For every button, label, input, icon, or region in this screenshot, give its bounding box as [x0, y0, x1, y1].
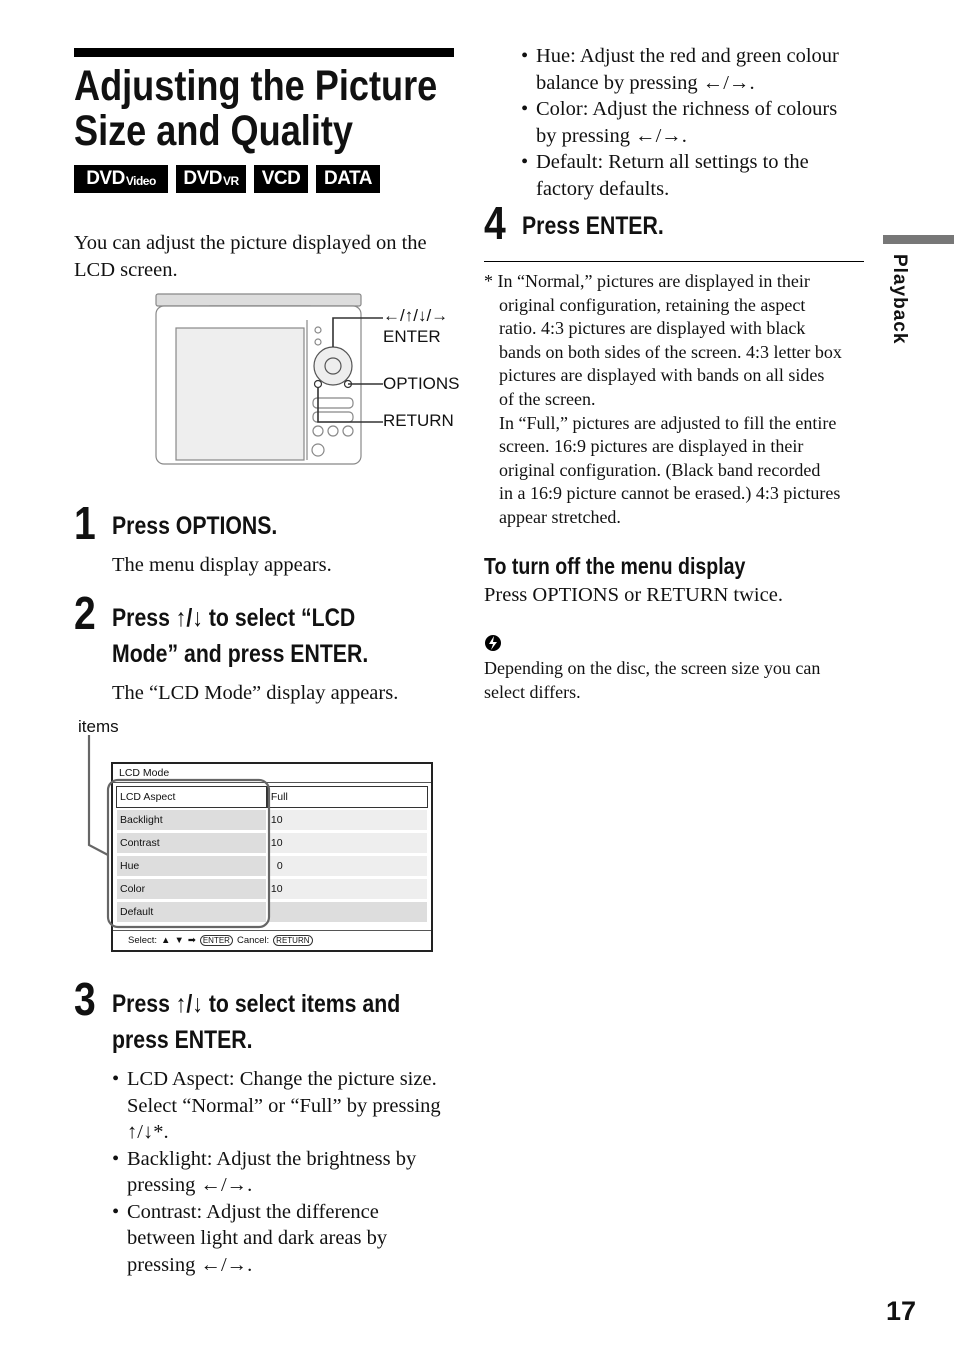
menu-item-label: Contrast: [117, 833, 266, 853]
title-rule: [74, 48, 454, 57]
turn-off-text: Press OPTIONS or RETURN twice.: [484, 584, 783, 606]
side-tab-bar: [883, 235, 954, 244]
items-label: items: [78, 717, 119, 736]
menu-item-label: LCD Aspect: [117, 787, 266, 807]
menu-item-value: 10: [268, 810, 427, 830]
step-4-number: 4: [484, 197, 506, 249]
step-1-heading: Press OPTIONS.: [112, 512, 278, 540]
step-1-text: The menu display appears.: [112, 554, 332, 576]
badge-dvd-video: DVD Video: [74, 165, 168, 193]
label-return: RETURN: [383, 411, 454, 430]
menu-item-label: Hue: [117, 856, 266, 876]
menu-item-value: 0: [268, 856, 427, 876]
footnote-rule: [484, 261, 864, 262]
return-key-icon: RETURN: [273, 935, 312, 946]
intro-text: You can adjust the picture displayed on the LCD screen.: [74, 232, 427, 281]
menu-item-value: 10: [268, 879, 427, 899]
menu-item-value: 10: [268, 833, 427, 853]
page-title: Adjusting the Picture Size and Quality: [74, 62, 438, 155]
list-item: • Color: Adjust the richness of colours by pressing ←/→.: [521, 96, 866, 149]
arrow-right-icon: ➡: [187, 935, 196, 946]
menu-footer: Select: ▲ ▼ ➡ ENTER Cancel: RETURN: [113, 930, 431, 950]
list-item: • Default: Return all settings to the factory defaults.: [521, 149, 866, 202]
badge-vcd: VCD: [254, 165, 308, 193]
list-item: • Hue: Adjust the red and green colour balance by pressing ←/→.: [521, 43, 866, 96]
menu-item-label: Backlight: [117, 810, 266, 830]
turn-off-heading: To turn off the menu display: [484, 553, 746, 579]
disc-type-badges: [74, 165, 380, 193]
hint-icon: [484, 634, 504, 654]
section-label: Playback: [889, 254, 910, 345]
step-2-heading: Press ↑/↓ to select “LCD Mode” and press ENTER.: [112, 604, 369, 668]
items-callout: [84, 735, 274, 935]
enter-key-icon: ENTER: [200, 935, 233, 946]
arrow-up-icon: ▲: [161, 935, 171, 946]
menu-title: LCD Mode: [113, 764, 431, 783]
list-item: • Contrast: Adjust the difference between light and dark areas by pressing ←/→.: [112, 1199, 457, 1279]
label-arrows: ←/↑/↓/→: [383, 306, 449, 325]
badge-dvd-vr: DVD VR: [176, 165, 246, 193]
list-item: • Backlight: Adjust the brightness by pressing ←/→.: [112, 1146, 457, 1199]
step-2-number: 2: [74, 587, 96, 639]
page-number: 17: [886, 1296, 917, 1326]
step-3-heading: Press ↑/↓ to select items and press ENTER.: [112, 990, 401, 1054]
step-1-number: 1: [74, 497, 96, 549]
label-options: OPTIONS: [383, 374, 460, 393]
step-3-bullets: [112, 1066, 457, 1278]
arrow-down-icon: ▼: [174, 935, 184, 946]
menu-item-label: Color: [117, 879, 266, 899]
right-bullets: [521, 43, 866, 202]
menu-item-value: [268, 902, 427, 922]
menu-item-value: Full: [268, 787, 427, 807]
step-3-number: 3: [74, 973, 96, 1025]
step-2-text: The “LCD Mode” display appears.: [112, 682, 399, 704]
label-enter: ENTER: [383, 327, 441, 346]
menu-item-label: Default: [117, 902, 266, 922]
list-item: • LCD Aspect: Change the picture size. Select “Normal” or “Full” by pressing ↑/↓*.: [112, 1066, 457, 1146]
hint-text: Depending on the disc, the screen size you can select differs.: [484, 658, 821, 702]
footnote: * In “Normal,” pictures are displayed in their original configuration, retaining the aspect ratio. 4:3 pictures are displayed with black bands on both sides of the screen. 4:3 letter box pictures are displayed with bands on all sides of the screen. In “Full,” pictures are adjusted to fill the entire screen. 16:9 pictures are displayed in their original configuration. (Black band recorded in a 16:9 picture cannot be erased.) 4:3 pictures appear stretched.: [484, 271, 842, 527]
badge-data: DATA: [316, 165, 380, 193]
step-4-heading: Press ENTER.: [522, 212, 664, 240]
